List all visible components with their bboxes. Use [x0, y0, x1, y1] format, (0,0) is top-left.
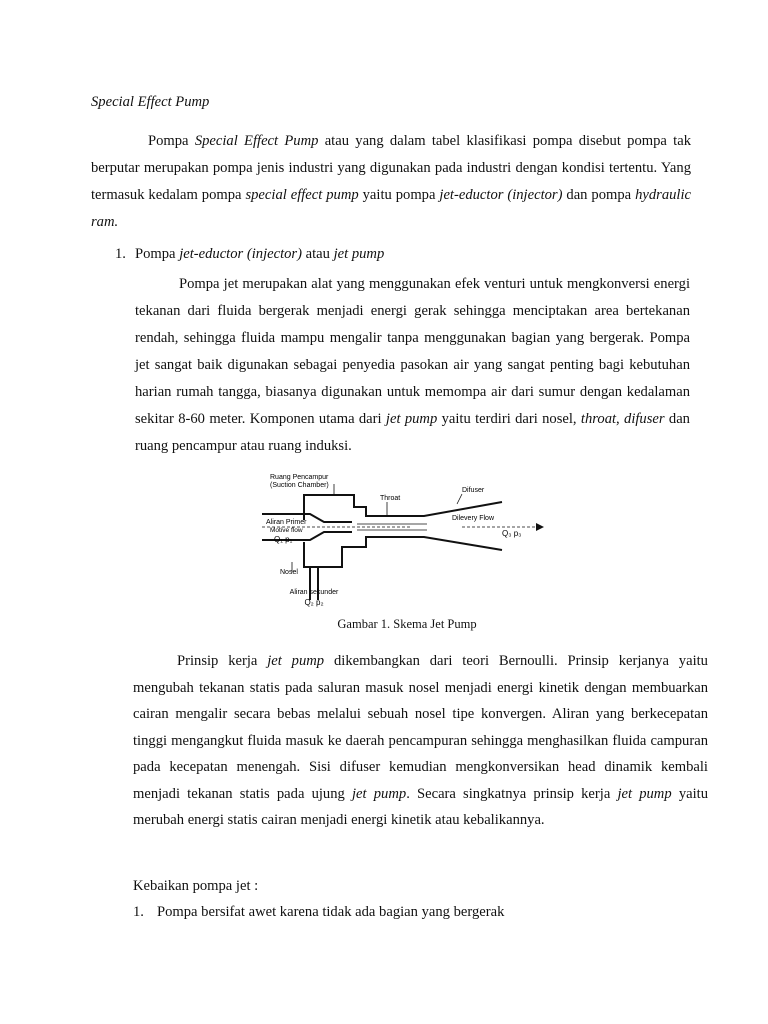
jet-pump-diagram [262, 472, 552, 612]
figure-caption: Gambar 1. Skema Jet Pump [337, 617, 477, 631]
list-item-jet-pump: 1. Pompa jet-eductor (injector) atau jet pump [115, 246, 385, 262]
intro-paragraph: Pompa Special Effect Pump atau yang dalam tabel klasifikasi pompa disebut pompa tak berputar merupakan pompa jenis industri yang digunakan pada industri dengan kondisi tertentu. Yang termasuk kedalam pompa special effect pump yaitu pompa jet-eductor (injector) dan pompa hydraulic ram. [91, 133, 691, 230]
advantages-title: Kebaikan pompa jet : [133, 878, 259, 894]
svg-text:Q₁ p₁: Q₁ p₁ [274, 535, 293, 544]
svg-text:Q₂ p₂: Q₂ p₂ [304, 598, 324, 607]
jet-pump-paragraph: Pompa jet merupakan alat yang menggunakan efek venturi untuk mengkonversi energi tekanan dari fluida bergerak menjadi energi gerak sehingga menciptakan area bertekanan rendah, sehingga fluida mampu mengalir tanpa menggunakan bagian yang bergerak. Pompa jet sangat baik digunakan sebagai penyedia pasokan air yang sangat penting bagi kebutuhan harian rumah tangga, biasanya digunakan untuk memompa air dari sumur dengan kedalaman sekitar 8-60 meter. Komponen utama dari jet pump yaitu terdiri dari nosel, throat, difuser dan ruang pencampur atau ruang induksi. [135, 276, 690, 454]
list-item: 1. Pompa bersifat awet karena tidak ada bagian yang bergerak [133, 904, 505, 920]
svg-text:Nosel: Nosel [280, 569, 298, 576]
svg-text:Motive flow: Motive flow [270, 527, 303, 534]
svg-text:(Suction Chamber): (Suction Chamber) [270, 482, 329, 489]
svg-text:Q₃ p₃: Q₃ p₃ [502, 529, 522, 538]
svg-text:Difuser: Difuser [462, 487, 485, 494]
svg-text:Throat: Throat [380, 495, 401, 502]
delivery-arrow [536, 523, 544, 531]
svg-text:Ruang Pencampur: Ruang Pencampur [270, 474, 329, 481]
principle-paragraph: Prinsip kerja jet pump dikembangkan dari teori Bernoulli. Prinsip kerjanya yaitu mengubah tekanan statis pada saluran masuk nosel menjadi energi kinetik dengan membuarkan cairan mengalir secara bebas melalui sebuah nosel tipe konvergen. Aliran yang berkecepatan tinggi mengangkut fluida masuk ke daerah pencampuran sehingga menghasilkan fluida campuran pada kecepatan menengah. Sisi difuser kemudian mengkonversikan head dinamik kembali menjadi tekanan statis pada ujung jet pump. Secara singkatnya prinsip kerja jet pump yaitu merubah energi statis cairan menjadi energi kinetik atau kebalikannya. [133, 653, 708, 828]
svg-text:Aliran Primer: Aliran Primer [266, 519, 307, 526]
chamber-lower-wall [304, 537, 502, 567]
svg-text:Dilevery Flow: Dilevery Flow [452, 515, 495, 522]
svg-text:Aliran sekunder: Aliran sekunder [289, 589, 339, 596]
section-title: Special Effect Pump [91, 94, 210, 110]
